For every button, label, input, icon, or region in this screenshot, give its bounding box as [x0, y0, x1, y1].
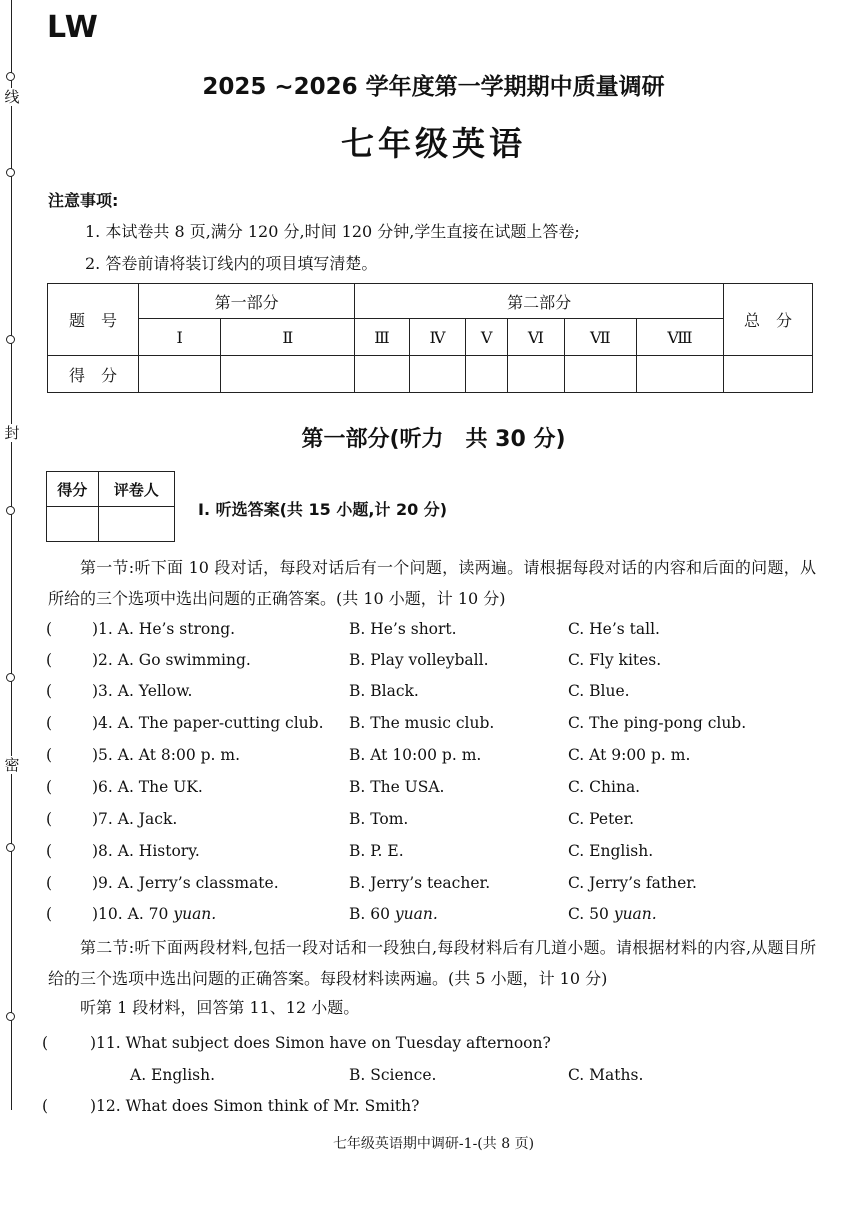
page-footer: 七年级英语期中调研-1-(共 8 页): [332, 1136, 535, 1152]
score-cell[interactable]: [139, 356, 221, 393]
notes-heading: 注意事项:: [48, 191, 119, 210]
answer-paren[interactable]: (: [46, 714, 53, 732]
col-header: Ⅵ: [508, 319, 565, 356]
answer-paren[interactable]: (: [46, 682, 53, 700]
question-option-b: B. Science.: [349, 1066, 437, 1084]
question-option-a: A. English.: [130, 1066, 216, 1084]
question-option-a: )8. A. History.: [92, 842, 200, 860]
grader-box: [46, 471, 175, 542]
question-option-a: )4. A. The paper-cutting club.: [92, 714, 324, 732]
question-option-b: B. Tom.: [349, 810, 409, 828]
question-option-c: C. At 9:00 p. m.: [568, 746, 691, 764]
note-item: 2. 答卷前请将装订线内的项目填写清楚。: [85, 254, 378, 273]
score-cell[interactable]: [636, 356, 723, 393]
col-header: Ⅷ: [636, 319, 723, 356]
part-title: 第一部分(听力 共 30 分): [301, 427, 566, 452]
note-item: 1. 本试卷共 8 页,满分 120 分,时间 120 分钟,学生直接在试题上答卷;: [85, 222, 580, 241]
question-row: [46, 651, 816, 675]
question-row: [46, 810, 816, 834]
question-option-c: C. English.: [568, 842, 654, 860]
subsection1-instructions: 第一节:听下面 10 段对话，每段对话后有一个问题，读两遍。请根据每段对话的内容和后面的问题，从所给的三个选项中选出问题的正确答案。(共 10 小题，计 10 分): [48, 558, 816, 608]
q10-option-c: C. 50: [568, 905, 614, 923]
question-option-c: C. China.: [568, 778, 641, 796]
question-row: [46, 842, 816, 866]
question-option-c: C. The ping-pong club.: [568, 714, 747, 732]
col-header: Ⅴ: [466, 319, 508, 356]
grader-score-label: 得分: [47, 472, 99, 507]
question-text: )12. What does Simon think of Mr. Smith?: [90, 1097, 420, 1115]
question-row: [46, 620, 816, 644]
section-heading: Ⅰ. 听选答案(共 15 小题,计 20 分): [198, 500, 448, 519]
col-header: Ⅶ: [564, 319, 636, 356]
score-cell[interactable]: [409, 356, 465, 393]
margin-char-xian: 线: [4, 88, 20, 106]
answer-paren[interactable]: (: [46, 905, 53, 923]
score-cell[interactable]: [508, 356, 565, 393]
question-option-a: )3. A. Yellow.: [92, 682, 193, 700]
score-cell[interactable]: [466, 356, 508, 393]
grader-score-cell[interactable]: [47, 507, 99, 542]
q10-option-b: B. 60: [349, 905, 395, 923]
row-label-question: 题 号: [48, 284, 139, 356]
col-header: Ⅰ: [139, 319, 221, 356]
total-score-cell[interactable]: [724, 356, 813, 393]
answer-paren[interactable]: (: [46, 778, 53, 796]
q10-option-a: )10. A. 70: [92, 905, 174, 923]
col-header: Ⅲ: [355, 319, 410, 356]
score-table: [47, 283, 813, 393]
score-cell[interactable]: [221, 356, 355, 393]
exam-title: 2025 ~2026 学年度第一学期期中质量调研: [202, 74, 665, 100]
unit-yuan: yuan.: [394, 905, 438, 923]
question-option-a: )5. A. At 8:00 p. m.: [92, 746, 241, 764]
part1-header: 第一部分: [139, 284, 355, 319]
question-option-b: B. The USA.: [349, 778, 445, 796]
question-option-c: [568, 905, 657, 923]
question-option-c: C. Peter.: [568, 810, 635, 828]
answer-paren[interactable]: (: [46, 620, 53, 638]
question-option-a: [92, 905, 216, 923]
subsection2-instructions: 第二节:听下面两段材料,包括一段对话和一段独白,每段材料后有几道小题。请根据材料的内容,从题目所给的三个选项中选出问题的正确答案。每段材料读两遍。(共 5 小题，计 10 分): [48, 938, 816, 988]
answer-paren[interactable]: (: [46, 842, 53, 860]
question-row: [46, 682, 816, 706]
part2-header: 第二部分: [355, 284, 724, 319]
binding-hole: [6, 1012, 15, 1021]
question-option-b: B. Play volleyball.: [349, 651, 489, 669]
binding-line: [11, 0, 12, 1110]
answer-paren[interactable]: (: [46, 874, 53, 892]
question-option-b: B. He’s short.: [349, 620, 457, 638]
total-header: 总 分: [724, 284, 813, 356]
row-label-score: 得 分: [48, 356, 139, 393]
question-row: [42, 1034, 812, 1058]
question-option-b: B. P. E.: [349, 842, 404, 860]
score-cell[interactable]: [564, 356, 636, 393]
question-row: [46, 746, 816, 770]
answer-paren[interactable]: (: [42, 1034, 49, 1052]
unit-yuan: yuan.: [613, 905, 657, 923]
subject-title: 七年级英语: [341, 124, 526, 163]
question-option-a: )2. A. Go swimming.: [92, 651, 251, 669]
answer-paren[interactable]: (: [46, 746, 53, 764]
question-option-c: C. He’s tall.: [568, 620, 660, 638]
question-text: )11. What subject does Simon have on Tuesday afternoon?: [90, 1034, 551, 1052]
question-row: [46, 714, 816, 738]
binding-hole: [6, 843, 15, 852]
score-cell[interactable]: [355, 356, 410, 393]
question-row: [46, 1066, 816, 1090]
material1-label: 听第 1 段材料，回答第 11、12 小题。: [80, 998, 360, 1017]
question-option-a: )1. A. He’s strong.: [92, 620, 236, 638]
answer-paren[interactable]: (: [46, 810, 53, 828]
binding-hole: [6, 673, 15, 682]
question-row: [46, 778, 816, 802]
question-option-c: C. Fly kites.: [568, 651, 662, 669]
answer-paren[interactable]: (: [46, 651, 53, 669]
question-option-a: )7. A. Jack.: [92, 810, 178, 828]
binding-hole: [6, 335, 15, 344]
question-option-b: B. At 10:00 p. m.: [349, 746, 482, 764]
grader-name-cell[interactable]: [98, 507, 174, 542]
question-option-c: C. Maths.: [568, 1066, 644, 1084]
question-option-b: B. The music club.: [349, 714, 495, 732]
question-row: [46, 874, 816, 898]
margin-char-mi: 密: [4, 756, 20, 774]
binding-hole: [6, 506, 15, 515]
question-option-b: B. Black.: [349, 682, 419, 700]
question-row: [46, 905, 816, 929]
question-option-b: B. Jerry’s teacher.: [349, 874, 491, 892]
answer-paren[interactable]: (: [42, 1097, 49, 1115]
question-option-a: )9. A. Jerry’s classmate.: [92, 874, 279, 892]
col-header: Ⅳ: [409, 319, 465, 356]
question-option-c: C. Blue.: [568, 682, 630, 700]
margin-char-feng: 封: [4, 424, 20, 442]
question-option-c: C. Jerry’s father.: [568, 874, 697, 892]
col-header: Ⅱ: [221, 319, 355, 356]
unit-yuan: yuan.: [173, 905, 217, 923]
binding-hole: [6, 168, 15, 177]
logo: LW: [47, 10, 99, 45]
grader-name-label: 评卷人: [98, 472, 174, 507]
question-option-b: [349, 905, 438, 923]
question-row: [42, 1097, 812, 1121]
question-option-a: )6. A. The UK.: [92, 778, 203, 796]
